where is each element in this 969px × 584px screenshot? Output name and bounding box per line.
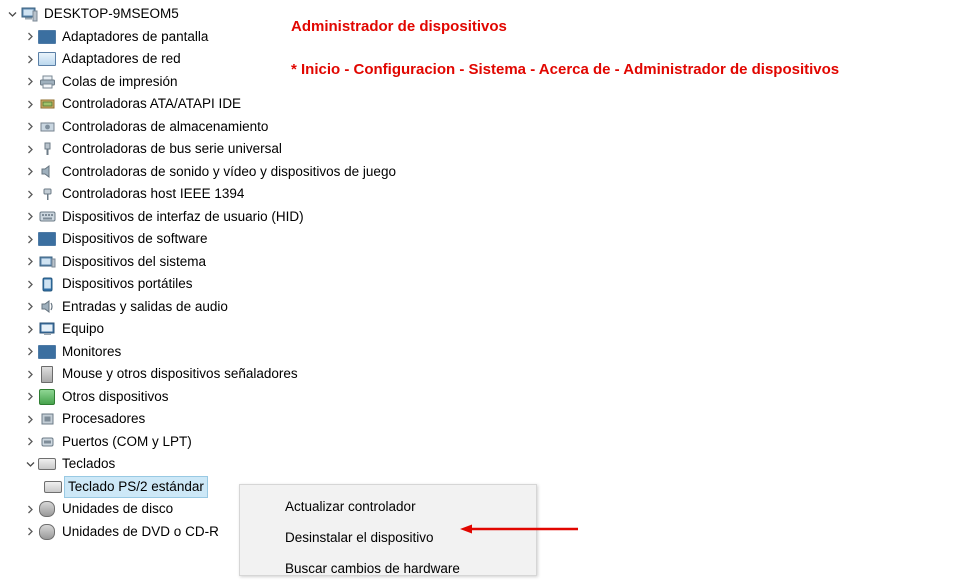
chevron-right-icon[interactable] xyxy=(22,273,38,295)
annotation-title: Administrador de dispositivos xyxy=(291,18,507,35)
red-arrow-annotation xyxy=(460,523,578,535)
tree-item-label: Entradas y salidas de audio xyxy=(62,298,228,314)
tree-item-teclados[interactable] xyxy=(0,453,620,476)
tree-item-controladoras-host-ieee-1394[interactable] xyxy=(0,183,620,206)
chevron-right-icon[interactable] xyxy=(22,296,38,318)
chevron-right-icon[interactable] xyxy=(22,161,38,183)
tree-item-dispositivos-portatiles[interactable] xyxy=(0,273,620,296)
tree-item-dispositivos-de-interfaz-de-usuario[interactable] xyxy=(0,206,620,229)
keyboard-device-icon xyxy=(44,478,62,496)
tree-item-label: Procesadores xyxy=(62,411,146,427)
chevron-right-icon[interactable] xyxy=(22,318,38,340)
tree-item-label: Adaptadores de red xyxy=(62,51,181,67)
annotation-path: * Inicio - Configuracion - Sistema - Acerca de - Administrador de dispositivos xyxy=(291,61,840,78)
chevron-right-icon[interactable] xyxy=(22,48,38,70)
tree-item-dispositivos-de-software[interactable] xyxy=(0,228,620,251)
chevron-right-icon[interactable] xyxy=(22,183,38,205)
network-adapter-icon xyxy=(38,50,56,68)
tree-item-equipo[interactable] xyxy=(0,318,620,341)
chevron-right-icon[interactable] xyxy=(22,138,38,160)
ieee1394-icon xyxy=(38,185,56,203)
portable-device-icon xyxy=(38,275,56,293)
tree-item-label: Controladoras de sonido y vídeo y dispositivos de juego xyxy=(62,163,396,179)
display-adapter-icon xyxy=(38,28,56,46)
tree-item-controladoras-de-almacenamiento[interactable] xyxy=(0,116,620,139)
computer-icon xyxy=(20,5,38,23)
tree-item-monitores[interactable] xyxy=(0,341,620,364)
software-device-icon xyxy=(38,230,56,248)
chevron-down-icon[interactable] xyxy=(22,453,38,475)
tree-item-controladoras-de-sonido-y-video[interactable] xyxy=(0,161,620,184)
mouse-icon xyxy=(38,365,56,383)
chevron-right-icon[interactable] xyxy=(22,71,38,93)
tree-item-label: Puertos (COM y LPT) xyxy=(62,433,192,449)
chevron-down-icon[interactable] xyxy=(4,3,20,25)
tree-item-label: Teclado PS/2 estándar xyxy=(65,477,207,497)
chevron-right-icon[interactable] xyxy=(22,386,38,408)
audio-io-icon xyxy=(38,298,56,316)
tree-item-mouse-y-otros-dispositivos[interactable] xyxy=(0,363,620,386)
tree-item-label: Adaptadores de pantalla xyxy=(62,28,209,44)
context-menu-item-buscar-cambios-de-hardware[interactable]: Buscar cambios de hardware xyxy=(285,561,460,576)
port-icon xyxy=(38,433,56,451)
chevron-right-icon[interactable] xyxy=(22,26,38,48)
chevron-right-icon[interactable] xyxy=(22,521,38,543)
tree-item-controladoras-ata-atapi-ide[interactable] xyxy=(0,93,620,116)
chevron-right-icon[interactable] xyxy=(22,498,38,520)
monitor-icon xyxy=(38,343,56,361)
processor-icon xyxy=(38,410,56,428)
other-device-icon xyxy=(38,388,56,406)
chevron-right-icon[interactable] xyxy=(22,408,38,430)
ide-controller-icon xyxy=(38,95,56,113)
tree-item-label: Dispositivos de interfaz de usuario (HID) xyxy=(62,208,304,224)
chevron-right-icon[interactable] xyxy=(22,206,38,228)
tree-item-label: Dispositivos de software xyxy=(62,231,208,247)
chevron-right-icon[interactable] xyxy=(22,251,38,273)
chevron-right-icon[interactable] xyxy=(22,116,38,138)
tree-item-label: Controladoras de almacenamiento xyxy=(62,118,269,134)
system-device-icon xyxy=(38,253,56,271)
tree-item-controladoras-de-bus-serie-universal[interactable] xyxy=(0,138,620,161)
chevron-right-icon[interactable] xyxy=(22,93,38,115)
tree-item-otros-dispositivos[interactable] xyxy=(0,386,620,409)
storage-controller-icon xyxy=(38,118,56,136)
context-menu-item-desinstalar-el-dispositivo[interactable]: Desinstalar el dispositivo xyxy=(285,530,434,545)
tree-root-label: DESKTOP-9MSEOM5 xyxy=(44,6,179,22)
chevron-right-icon[interactable] xyxy=(22,363,38,385)
tree-item-label: Dispositivos portátiles xyxy=(62,276,193,292)
sound-device-icon xyxy=(38,163,56,181)
tree-item-label: Equipo xyxy=(62,321,105,337)
tree-item-label: Mouse y otros dispositivos señaladores xyxy=(62,366,298,382)
usb-controller-icon xyxy=(38,140,56,158)
keyboard-icon xyxy=(38,455,56,473)
disk-drive-icon xyxy=(38,500,56,518)
tree-item-puertos-com-lpt[interactable] xyxy=(0,431,620,454)
tree-item-label: Teclados xyxy=(62,456,116,472)
tree-item-label: Unidades de DVD o CD-R xyxy=(62,523,219,539)
dvd-drive-icon xyxy=(38,523,56,541)
tree-item-label: Controladoras host IEEE 1394 xyxy=(62,186,245,202)
tree-item-label: Monitores xyxy=(62,343,122,359)
tree-item-label: Controladoras de bus serie universal xyxy=(62,141,282,157)
tree-item-entradas-y-salidas-de-audio[interactable] xyxy=(0,296,620,319)
chevron-right-icon[interactable] xyxy=(22,228,38,250)
printer-icon xyxy=(38,73,56,91)
tree-item-label: Otros dispositivos xyxy=(62,388,169,404)
tree-item-label: Controladoras ATA/ATAPI IDE xyxy=(62,96,242,112)
chevron-right-icon[interactable] xyxy=(22,341,38,363)
computer-device-icon xyxy=(38,320,56,338)
tree-item-label: Dispositivos del sistema xyxy=(62,253,207,269)
chevron-right-icon[interactable] xyxy=(22,431,38,453)
tree-item-dispositivos-del-sistema[interactable] xyxy=(0,251,620,274)
hid-device-icon xyxy=(38,208,56,226)
tree-item-procesadores[interactable] xyxy=(0,408,620,431)
tree-item-label: Unidades de disco xyxy=(62,501,174,517)
tree-item-label: Colas de impresión xyxy=(62,73,178,89)
context-menu-item-actualizar-controlador[interactable]: Actualizar controlador xyxy=(285,499,416,514)
